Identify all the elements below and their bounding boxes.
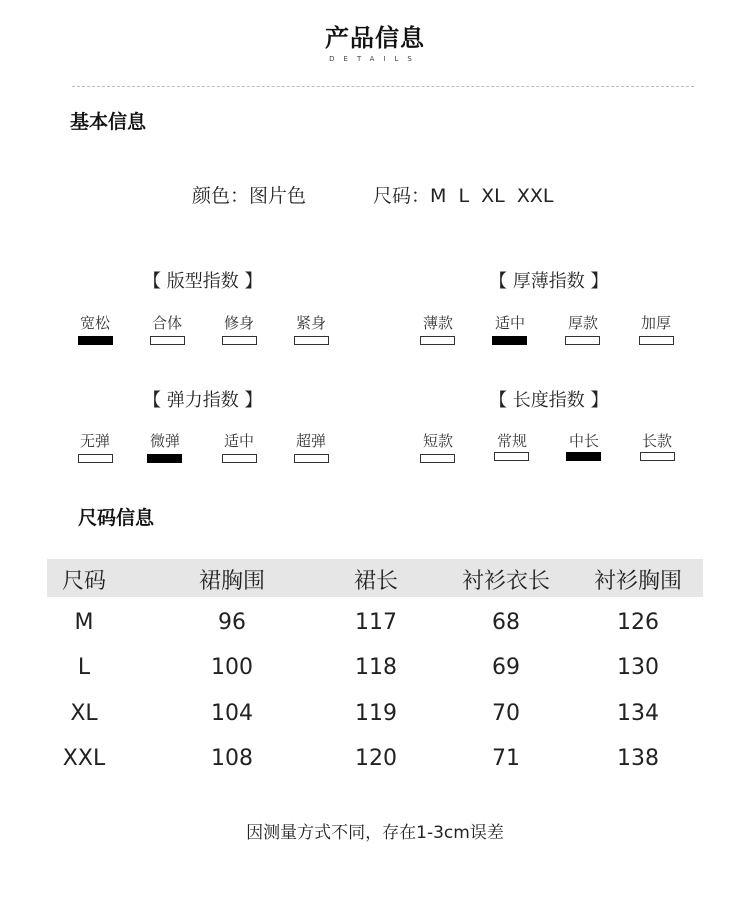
elasticity-level-bar — [147, 454, 182, 463]
page-title: 产品信息 — [325, 24, 425, 52]
fit-option-label: 紧身 — [295, 314, 326, 332]
elasticity-option-label: 微弹 — [149, 432, 180, 450]
fit-option-label: 宽松 — [79, 314, 110, 332]
fit-level-bar — [222, 336, 257, 345]
fit-option-label: 合体 — [151, 314, 182, 332]
length-level-bar — [494, 452, 529, 461]
table-cell: 118 — [355, 655, 397, 680]
thickness-index-title: 【 厚薄指数 】 — [489, 271, 609, 292]
thickness-level-bar — [492, 336, 527, 345]
length-level-bar — [420, 454, 455, 463]
table-cell: 119 — [355, 701, 397, 726]
table-cell: 126 — [617, 610, 659, 635]
page-subtitle: DETAILS — [329, 55, 421, 63]
elasticity-option-label: 超弹 — [295, 432, 326, 450]
table-cell: 117 — [355, 610, 397, 635]
elasticity-level-bar — [294, 454, 329, 463]
thickness-option-label: 适中 — [494, 314, 525, 332]
measurement-note: 因测量方式不同，存在1-3cm误差 — [246, 823, 504, 843]
table-header-cell: 裙长 — [353, 569, 398, 594]
fit-level-bar — [78, 336, 113, 345]
table-cell: XL — [70, 701, 98, 726]
length-option-label: 短款 — [422, 432, 453, 450]
thickness-option-label: 加厚 — [640, 314, 671, 332]
table-cell: L — [77, 655, 91, 680]
length-option-label: 常规 — [496, 432, 527, 450]
dashed-divider — [72, 86, 694, 87]
thickness-level-bar — [420, 336, 455, 345]
table-cell: M — [74, 610, 94, 635]
elasticity-option-label: 适中 — [223, 432, 254, 450]
size-info-heading: 尺码信息 — [78, 507, 155, 529]
thickness-level-bar — [639, 336, 674, 345]
table-header-cell: 裙胸围 — [198, 569, 265, 594]
elasticity-option-label: 无弹 — [79, 432, 110, 450]
table-cell: 69 — [492, 655, 520, 680]
fit-level-bar — [294, 336, 329, 345]
table-cell: 130 — [617, 655, 659, 680]
elasticity-level-bar — [78, 454, 113, 463]
table-cell: 138 — [617, 746, 659, 771]
thickness-level-bar — [565, 336, 600, 345]
table-cell: 134 — [617, 701, 659, 726]
elasticity-level-bar — [222, 454, 257, 463]
table-header-cell: 衬衫胸围 — [593, 569, 682, 594]
table-header-cell: 衬衫衣长 — [461, 569, 550, 594]
length-index-title: 【 长度指数 】 — [489, 390, 609, 411]
table-header-cell: 尺码 — [61, 569, 106, 594]
size-spec: 尺码：M L XL XXL — [373, 185, 554, 207]
basic-info-heading: 基本信息 — [70, 111, 147, 133]
fit-level-bar — [150, 336, 185, 345]
elasticity-index-title: 【 弹力指数 】 — [143, 390, 263, 411]
fit-index-title: 【 版型指数 】 — [143, 271, 263, 292]
length-option-label: 长款 — [641, 432, 672, 450]
table-cell: 68 — [492, 610, 520, 635]
fit-option-label: 修身 — [223, 314, 254, 332]
color-spec: 颜色：图片色 — [192, 185, 307, 207]
table-cell: XXL — [62, 746, 106, 771]
thickness-option-label: 薄款 — [422, 314, 453, 332]
table-cell: 70 — [492, 701, 520, 726]
table-cell: 104 — [211, 701, 253, 726]
table-cell: 96 — [218, 610, 246, 635]
thickness-option-label: 厚款 — [567, 314, 598, 332]
length-level-bar — [640, 452, 675, 461]
table-cell: 100 — [211, 655, 253, 680]
table-cell: 108 — [211, 746, 253, 771]
table-cell: 120 — [355, 746, 397, 771]
table-cell: 71 — [492, 746, 520, 771]
length-level-bar — [566, 452, 601, 461]
length-option-label: 中长 — [568, 432, 599, 450]
